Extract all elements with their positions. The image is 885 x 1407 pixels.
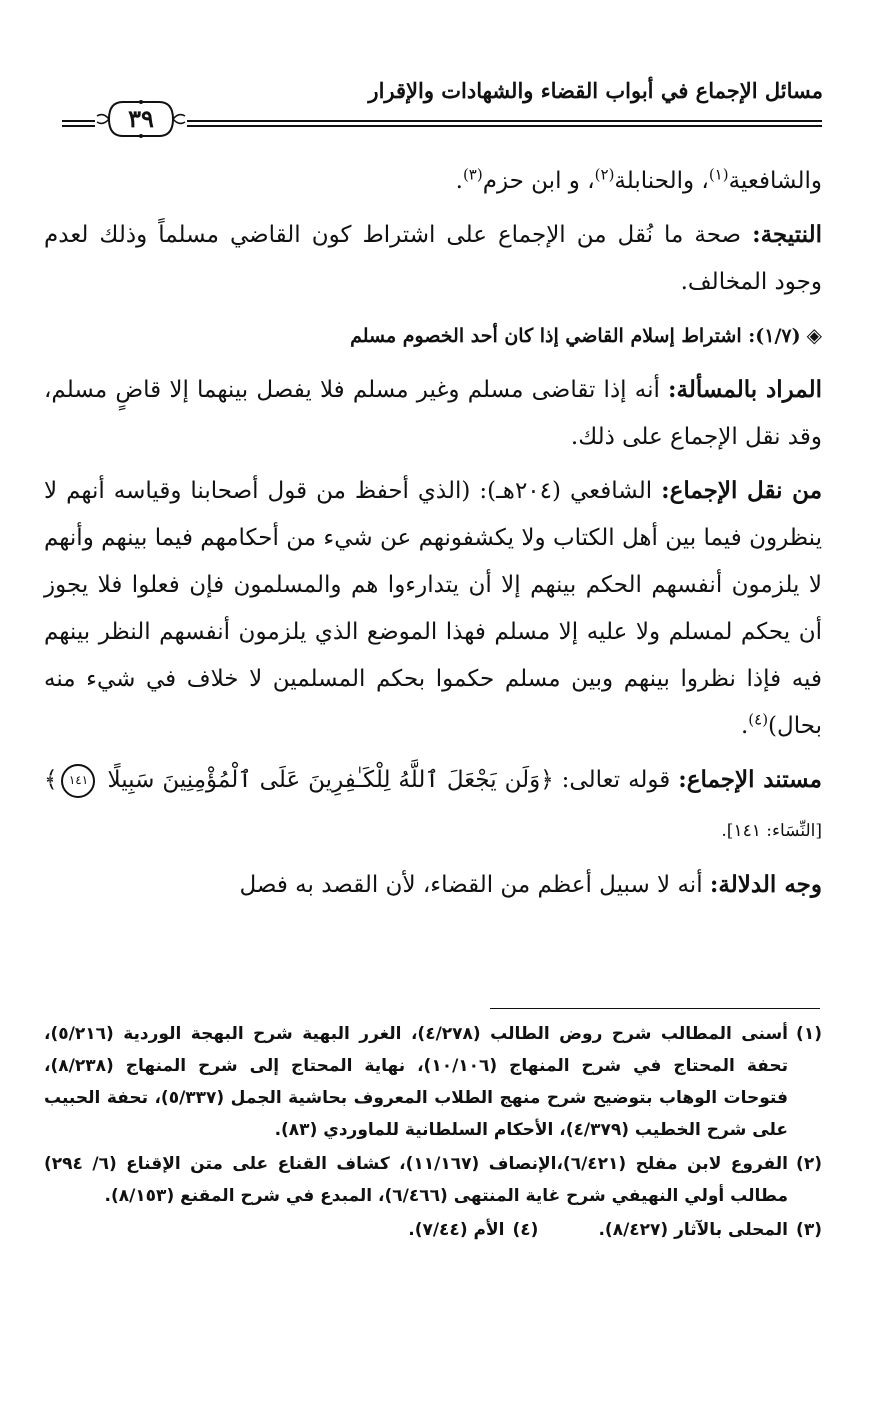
main-text bbox=[44, 158, 822, 915]
running-header-title: مسائل الإجماع في أبواب القضاء والشهادات والإقرار bbox=[368, 78, 823, 103]
footnote-ref: (٢) bbox=[594, 165, 615, 184]
paragraph-madhabs bbox=[44, 158, 822, 205]
paragraph-evidence bbox=[44, 861, 822, 909]
footnote-separator bbox=[490, 1008, 820, 1009]
paragraph-basis bbox=[44, 756, 822, 855]
quran-verse: ﴿وَلَن يَجْعَلَ ٱللَّهُ لِلْكَـٰفِرِينَ عَلَى ٱلْمُؤْمِنِينَ سَبِيلًا bbox=[107, 767, 554, 793]
footnote-number: (٣) bbox=[796, 1220, 822, 1240]
footnote-ref: (٤) bbox=[748, 710, 769, 729]
footnote-ref: (١) bbox=[708, 165, 729, 184]
page-number-ornament bbox=[95, 96, 187, 142]
evidence-label: وجه الدلالة: bbox=[709, 871, 822, 898]
footnote-text: المحلى بالآثار (٨/٤٢٧). bbox=[598, 1220, 788, 1240]
footnote-row bbox=[44, 1214, 822, 1248]
footnote-item bbox=[408, 1214, 538, 1246]
footnote-item bbox=[44, 1018, 822, 1146]
evidence-text: أنه لا سبيل أعظم من القضاء، لأن القصد به فصل bbox=[239, 872, 710, 898]
ayah-number-icon: ١٤١ bbox=[61, 764, 95, 798]
basis-intro: قوله تعالى: bbox=[553, 767, 679, 793]
surah-reference: [النِّسَاء: ١٤١]. bbox=[721, 821, 822, 841]
transmission-text: الشافعي (٢٠٤هـ): (الذي أحفظ من قول أصحابنا وقياسه أنهم لا ينظرون فيما بين أهل الكتاب ولا يكشفونهم عن شيء من أحكامهم فيما بينهم وأنهم لا يلزمون أنفسهم الحكم بينهم إلا أن يتدارءوا هم والمسلمون فإن فعلوا فلا يجوز أن يحكم لمسلم ولا عليه إلا مسلم فهذا الموضع الذي يلزمون أنفسهم النظر بينهم فيه فإذا نظروا بينهم وبين مسلم حكموا بحكم المسلمين لا خلاف في شيء منه بحال) bbox=[44, 478, 822, 739]
footnote-number: (٤) bbox=[512, 1220, 539, 1240]
result-label: النتيجة: bbox=[752, 221, 822, 248]
section-heading bbox=[44, 312, 822, 360]
paragraph-transmission bbox=[44, 467, 822, 750]
page-number: ٣٩ bbox=[128, 104, 154, 133]
footnote-item bbox=[44, 1148, 822, 1212]
footnote-ref: (٣) bbox=[462, 165, 483, 184]
footnote-item bbox=[598, 1214, 822, 1246]
basis-label: مستند الإجماع: bbox=[678, 766, 822, 793]
text-fragment: ، و ابن حزم bbox=[482, 168, 595, 194]
footnote-number: (٢) bbox=[796, 1154, 822, 1174]
footnote-number: (١) bbox=[796, 1024, 822, 1044]
result-text: صحة ما نُقل من الإجماع على اشتراط كون القاضي مسلماً وذلك لعدم وجود المخالف. bbox=[44, 222, 822, 295]
footnote-text: الفروع لابن مفلح (٦/٤٢١)،الإنصاف (١١/١٦٧)، كشاف القناع على متن الإقناع (٦/ ٢٩٤) مطالب أولي النهيفي شرح غاية المنتهى (٦/٤٦٦)، المبدع في شرح المقنع (٨/١٥٣). bbox=[44, 1154, 788, 1206]
text-fragment: . bbox=[455, 168, 463, 194]
transmission-label: من نقل الإجماع: bbox=[661, 477, 823, 504]
footnote-text: الأم (٧/٤٤). bbox=[408, 1220, 505, 1240]
text-fragment: ، والحنابلة bbox=[614, 168, 709, 194]
quran-close: ﴾ bbox=[44, 767, 58, 793]
text-fragment: والشافعية bbox=[728, 168, 822, 194]
text-fragment: . bbox=[740, 713, 749, 739]
paragraph-meaning bbox=[44, 366, 822, 461]
meaning-label: المراد بالمسألة: bbox=[668, 376, 823, 403]
meaning-text: أنه إذا تقاضى مسلم وغير مسلم فلا يفصل بينهما إلا قاضٍ مسلم، وقد نقل الإجماع على ذلك. bbox=[44, 377, 822, 450]
footnote-text: أسنى المطالب شرح روض الطالب (٤/٢٧٨)، الغرر البهية شرح البهجة الوردية (٥/٢١٦)، تحفة المحتاج في شرح المنهاج (١٠/١٠٦)، نهاية المحتاج إلى شرح المنهاج (٨/٢٣٨)، فتوحات الوهاب بتوضيح شرح منهج الطلاب المعروف بحاشية الجمل (٥/٣٣٧)، تحفة الحبيب على شرح الخطيب (٤/٣٧٩)، الأحكام السلطانية للماوردي (٨٣). bbox=[44, 1024, 788, 1140]
diamond-bullet-icon: ◈ bbox=[806, 323, 822, 347]
paragraph-result bbox=[44, 211, 822, 306]
footnotes bbox=[44, 1018, 822, 1248]
section-heading-text: (١/٧): اشتراط إسلام القاضي إذا كان أحد الخصوم مسلم bbox=[350, 325, 801, 347]
